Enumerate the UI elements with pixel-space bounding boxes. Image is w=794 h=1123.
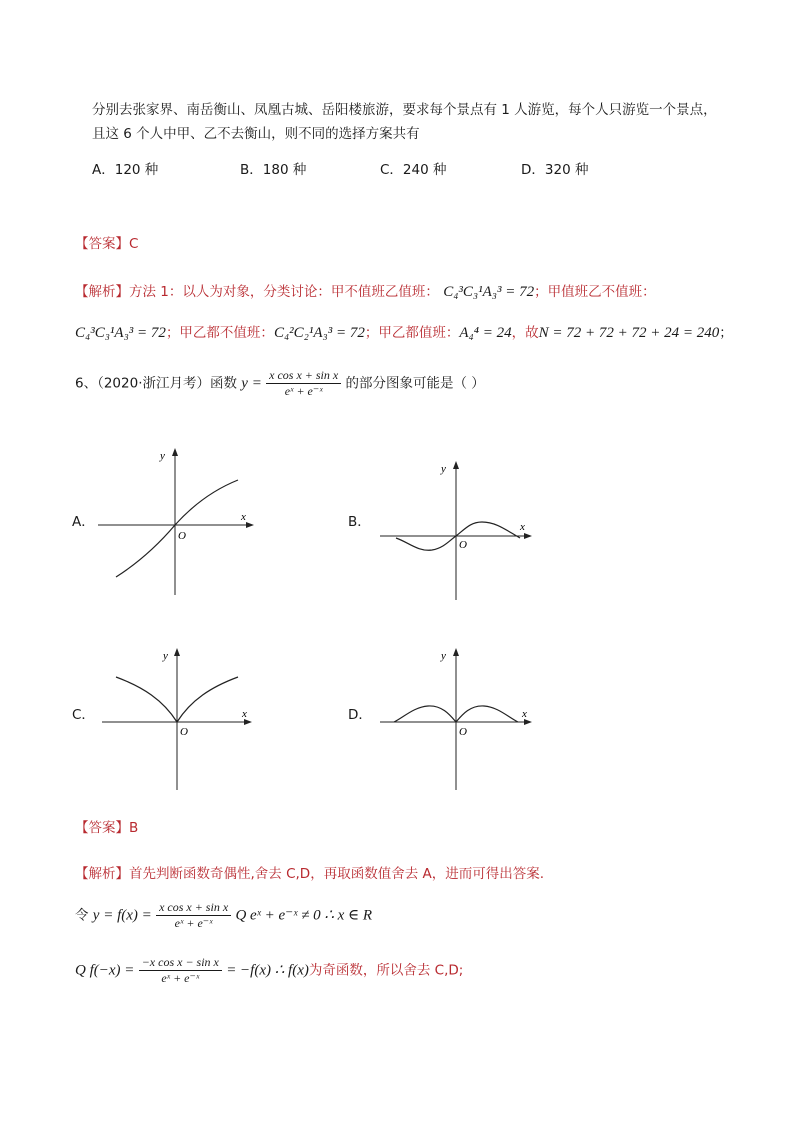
- graph-b: [378, 458, 538, 603]
- origin-label: O: [180, 726, 188, 738]
- analysis-text: ；: [719, 325, 733, 341]
- analysis-6: [75, 862, 544, 882]
- func-fraction: [266, 368, 341, 399]
- problem5-line2: 且这 6 个人中甲、乙不去衡山，则不同的选择方案共有: [92, 126, 420, 142]
- x-label: x: [242, 708, 247, 720]
- y-label: y: [441, 463, 446, 475]
- y-arrow-icon: [453, 648, 459, 656]
- func-numerator: x cos x + sin x: [266, 368, 341, 384]
- graph-d: [378, 645, 538, 793]
- problem6-prefix: 6、（2020·浙江月考）函数: [75, 375, 237, 392]
- analysis-5-line1: [75, 280, 656, 301]
- step1-prefix: 令: [75, 907, 89, 924]
- answer-value: B: [129, 820, 139, 836]
- y-label: y: [160, 450, 165, 462]
- graph-label-c: C．: [72, 707, 95, 723]
- step1-tail: Q eˣ + e⁻ˣ ≠ 0 ∴ x ∈ R: [235, 907, 373, 924]
- option-c: C．240 种: [380, 162, 447, 178]
- step2-numerator: −x cos x − sin x: [139, 955, 222, 971]
- step2-prefix: Q f(−x) =: [75, 962, 135, 979]
- y-arrow-icon: [453, 461, 459, 469]
- analysis-text: ，故: [511, 325, 539, 341]
- func-denominator: eˣ + e⁻ˣ: [284, 384, 323, 398]
- func-lhs: y =: [241, 375, 262, 392]
- analysis-text: 方法 1：以人为对象，分类讨论：甲不值班乙值班：: [129, 284, 439, 300]
- analysis-text: 首先判断函数奇偶性,舍去 C,D，再取函数值舍去 A，进而可得出答案.: [129, 866, 545, 882]
- analysis-text: ；甲乙都不值班：: [165, 325, 274, 341]
- analysis-text: ；甲值班乙不值班：: [534, 284, 656, 300]
- x-label: x: [520, 521, 525, 533]
- origin-label: O: [459, 726, 467, 738]
- answer-value: C: [129, 236, 139, 252]
- step2-fraction: [139, 955, 222, 986]
- step-1: [75, 900, 372, 931]
- y-arrow-icon: [172, 448, 178, 456]
- option-a: A．120 种: [92, 162, 159, 178]
- formula: C₄³C₃¹A₃³ = 72: [75, 325, 166, 341]
- option-d: D．320 种: [521, 162, 589, 178]
- graph-label-b: B．: [348, 514, 371, 530]
- analysis-tag: 【解析】: [75, 866, 129, 882]
- origin-label: O: [459, 539, 467, 551]
- problem6-suffix: 的部分图象可能是（ ）: [345, 375, 485, 392]
- x-label: x: [522, 708, 527, 720]
- formula: C₄³C₃¹A₃³ = 72: [443, 284, 535, 300]
- analysis-text: ；甲乙都值班：: [364, 325, 460, 341]
- step1-fraction: [156, 900, 231, 931]
- step2-tail: = −f(x) ∴ f(x): [226, 962, 309, 979]
- y-arrow-icon: [174, 648, 180, 656]
- formula: A₄⁴ = 24: [459, 325, 512, 341]
- answer-tag: 【答案】: [75, 236, 129, 252]
- analysis-5-line2: [75, 321, 733, 342]
- answer-6: [75, 816, 138, 836]
- origin-label: O: [178, 530, 186, 542]
- problem5-line1: 分别去张家界、南岳衡山、凤凰古城、岳阳楼旅游，要求每个景点有 1 人游览，每个人只游览一个景点，: [92, 102, 717, 118]
- formula: N = 72 + 72 + 72 + 24 = 240: [538, 325, 720, 341]
- graph-c: [98, 645, 258, 793]
- graph-label-a: A．: [72, 514, 95, 530]
- y-label: y: [441, 650, 446, 662]
- step1-lhs: y = f(x) =: [92, 907, 152, 924]
- x-label: x: [241, 511, 246, 523]
- option-b: B．180 种: [240, 162, 307, 178]
- x-arrow-icon: [246, 522, 254, 528]
- step1-denominator: eˣ + e⁻ˣ: [174, 916, 213, 930]
- problem6-question: [75, 368, 485, 399]
- x-arrow-icon: [524, 533, 532, 539]
- step2-text: 为奇函数，所以舍去 C,D;: [308, 962, 464, 979]
- step2-denominator: eˣ + e⁻ˣ: [161, 971, 200, 985]
- analysis-tag: 【解析】: [75, 284, 129, 300]
- step-2: [75, 955, 463, 986]
- graph-label-d: D．: [348, 707, 372, 723]
- answer-5: [75, 232, 138, 252]
- graph-a: [98, 445, 258, 600]
- step1-numerator: x cos x + sin x: [156, 900, 231, 916]
- y-label: y: [163, 650, 168, 662]
- answer-tag: 【答案】: [75, 820, 129, 836]
- curve: [116, 480, 238, 577]
- formula: C₄²C₂¹A₃³ = 72: [273, 325, 365, 341]
